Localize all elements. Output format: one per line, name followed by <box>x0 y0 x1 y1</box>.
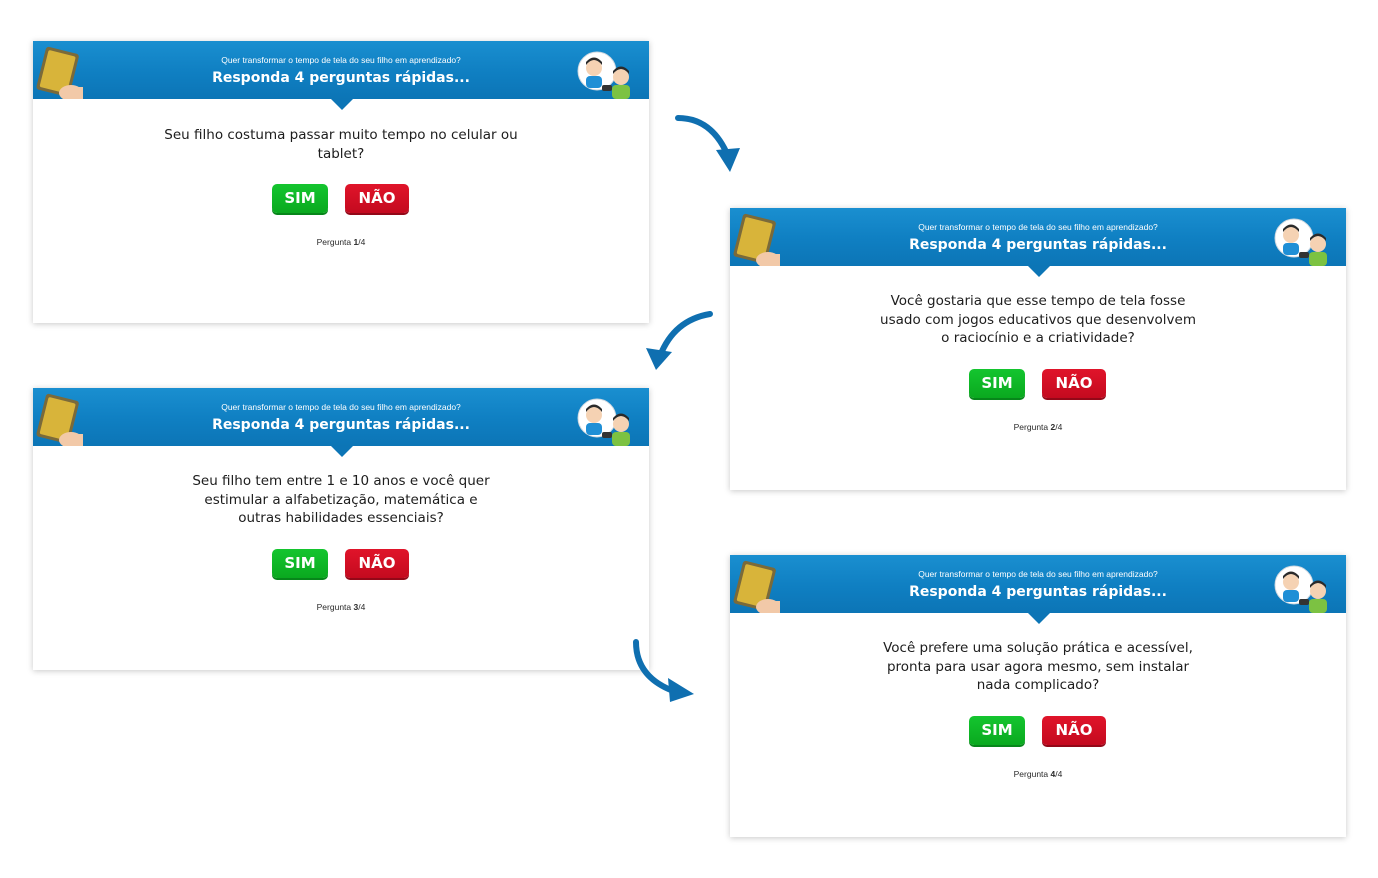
quiz-header <box>33 41 649 99</box>
counter-prefix: Pergunta <box>316 237 352 247</box>
question-text: Seu filho costuma passar muito tempo no celular ou tablet? <box>164 127 518 162</box>
kids-avatar-icon <box>577 51 635 99</box>
counter-total: /4 <box>1055 422 1063 432</box>
quiz-card-1 <box>33 41 649 323</box>
question-counter <box>33 602 649 612</box>
counter-prefix: Pergunta <box>1013 422 1049 432</box>
curved-arrow-icon <box>626 636 700 706</box>
header-title: Responda 4 perguntas rápidas... <box>909 237 1167 253</box>
header-title: Responda 4 perguntas rápidas... <box>909 584 1167 600</box>
curved-arrow-icon <box>640 304 716 376</box>
curved-arrow-icon <box>672 110 748 180</box>
quiz-header <box>33 388 649 446</box>
no-button[interactable]: NÃO <box>345 549 409 578</box>
kids-avatar-icon <box>1274 565 1332 613</box>
kids-avatar-icon <box>1274 218 1332 266</box>
counter-total: /4 <box>358 237 366 247</box>
counter-current: 4 <box>1050 769 1056 779</box>
counter-prefix: Pergunta <box>316 602 352 612</box>
yes-button[interactable]: SIM <box>272 549 328 578</box>
header-pre-title: Quer transformar o tempo de tela do seu filho em aprendizado? <box>918 222 1158 232</box>
counter-total: /4 <box>1055 769 1063 779</box>
header-pointer <box>331 99 353 110</box>
header-title: Responda 4 perguntas rápidas... <box>212 70 470 86</box>
question-text: Seu filho tem entre 1 e 10 anos e você quer estimular a alfabetização, matemática e outras habilidades essenciais? <box>192 473 490 526</box>
yes-button[interactable]: SIM <box>969 369 1025 398</box>
counter-current: 3 <box>353 602 359 612</box>
no-button[interactable]: NÃO <box>1042 716 1106 745</box>
yes-button[interactable]: SIM <box>969 716 1025 745</box>
counter-current: 2 <box>1050 422 1056 432</box>
header-pre-title: Quer transformar o tempo de tela do seu filho em aprendizado? <box>221 55 461 65</box>
quiz-header <box>730 555 1346 613</box>
kids-avatar-icon <box>577 398 635 446</box>
question-counter <box>33 237 649 247</box>
question-text: Você gostaria que esse tempo de tela fosse usado com jogos educativos que desenvolvem o raciocínio e a criatividade? <box>880 293 1196 346</box>
header-pointer <box>331 446 353 457</box>
quiz-card-3 <box>33 388 649 670</box>
counter-current: 1 <box>353 237 359 247</box>
question-text: Você prefere uma solução prática e acessível, pronta para usar agora mesmo, sem instalar nada complicado? <box>883 640 1193 693</box>
quiz-card-2 <box>730 208 1346 490</box>
question-counter <box>730 422 1346 432</box>
quiz-card-4 <box>730 555 1346 837</box>
no-button[interactable]: NÃO <box>345 184 409 213</box>
header-title: Responda 4 perguntas rápidas... <box>212 417 470 433</box>
no-button[interactable]: NÃO <box>1042 369 1106 398</box>
header-pointer <box>1028 266 1050 277</box>
header-pre-title: Quer transformar o tempo de tela do seu filho em aprendizado? <box>918 569 1158 579</box>
question-counter <box>730 769 1346 779</box>
counter-prefix: Pergunta <box>1013 769 1049 779</box>
quiz-header <box>730 208 1346 266</box>
counter-total: /4 <box>358 602 366 612</box>
header-pointer <box>1028 613 1050 624</box>
header-pre-title: Quer transformar o tempo de tela do seu filho em aprendizado? <box>221 402 461 412</box>
yes-button[interactable]: SIM <box>272 184 328 213</box>
